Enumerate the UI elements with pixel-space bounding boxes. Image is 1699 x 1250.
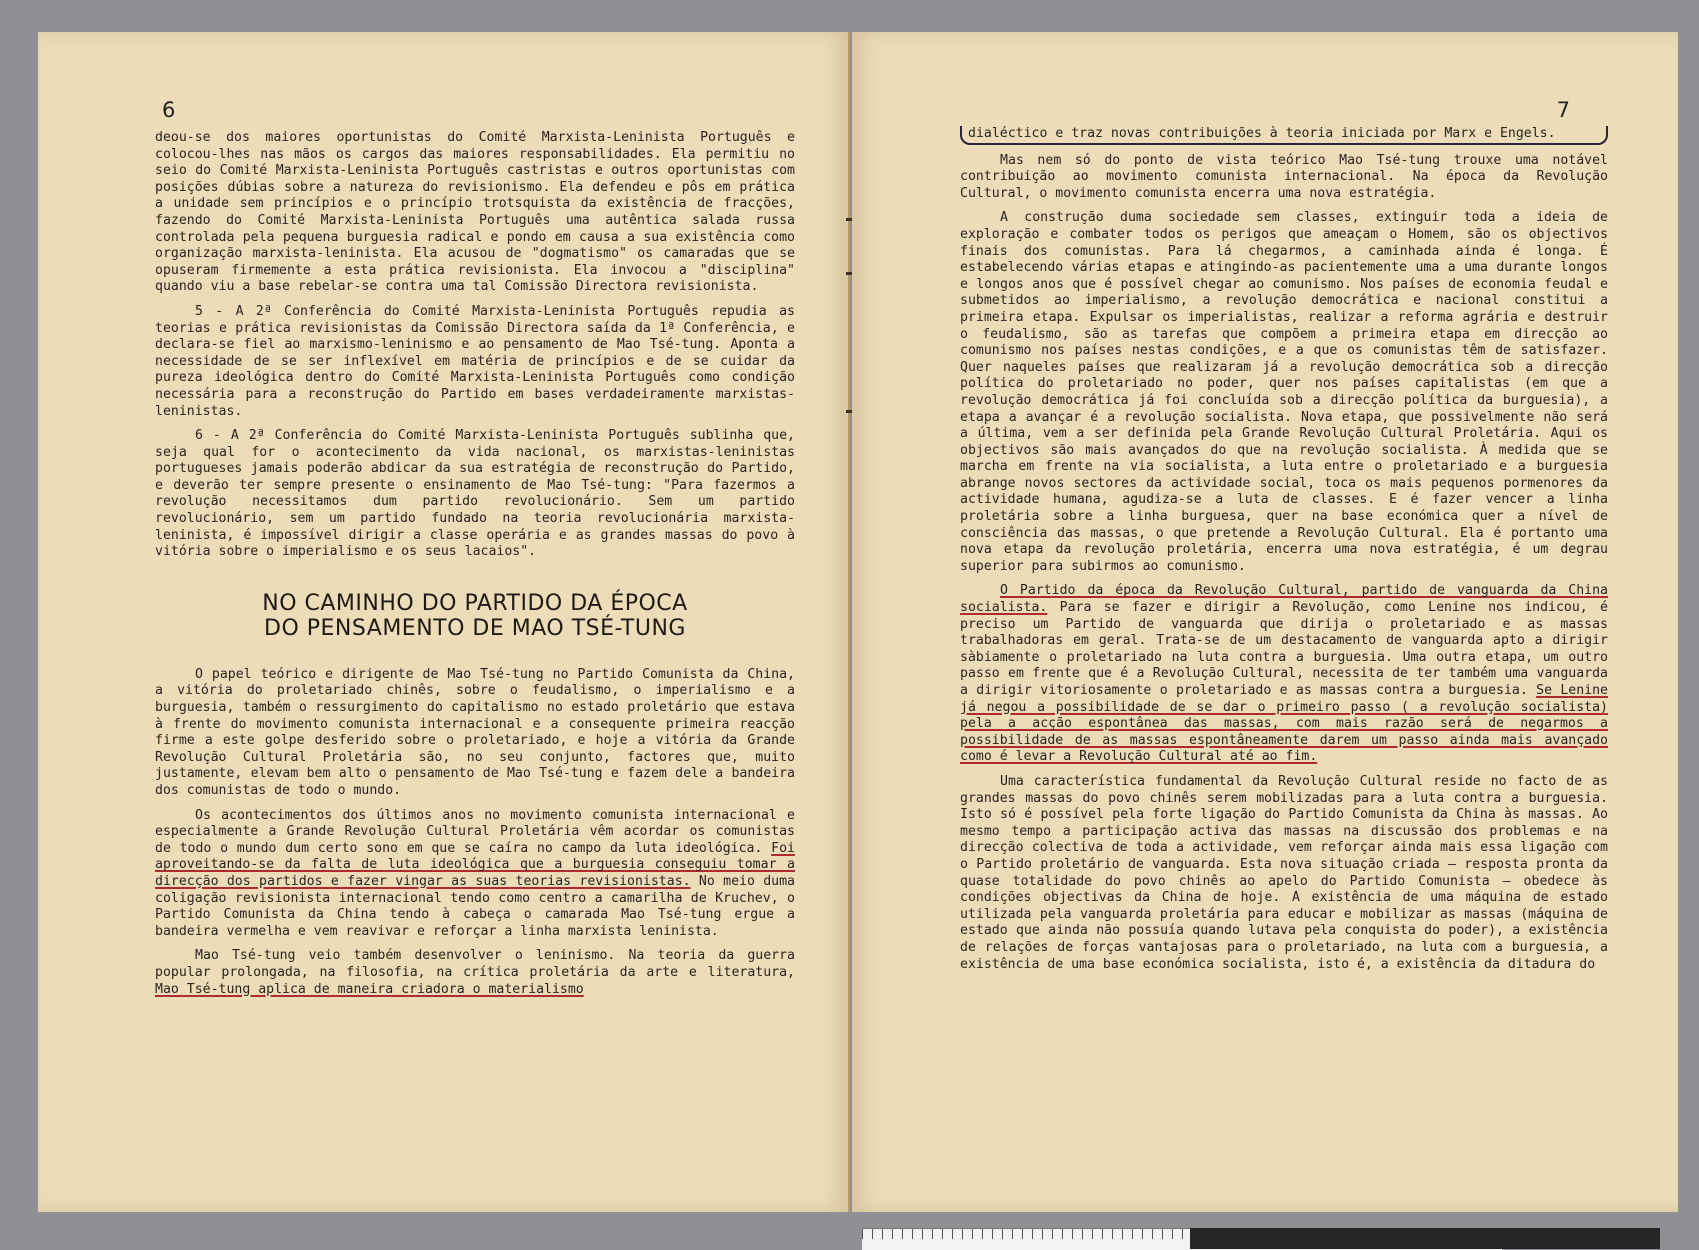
text-span: No meio duma coligação revisionista internacional tendo como centro a camarilha de Kruchev, o Partido Comunista da China tendo à cabeça o camarada Mao Tsé-tung ergue a bandeira vermelha e vem reavivar e reforçar a linha marxista leninista. [155, 873, 795, 939]
paragraph: 5 - A 2ª Conferência do Comité Marxista-Leninista Português repudia as teorias e prática revisionistas da Comissão Directora saída da 1ª Conferência, e declara-se fiel ao marxismo-leninismo e ao pensamento de Mao Tsé-tung. Aponta a necessidade de se ser inflexível em matéria de princípios e de se cuidar da pureza ideológica dentro do Comité Marxista-Leninista Português como condição necessária para a reconstrução do Partido em bases verdadeiramente marxistas-leninistas. [155, 303, 795, 419]
paragraph [155, 948, 795, 998]
scale-dark-segment [1190, 1228, 1660, 1249]
section-heading [155, 591, 795, 641]
underlined-passage: O Partido da época da Revolução Cultural, partido de vanguarda da China socialista. [960, 583, 1608, 616]
paragraph: A construção duma sociedade sem classes, extinguir toda a ideia de exploração e combater todos os perigos que ameaçam o Homem, são os objectivos finais dos comunistas. Para lá chegarmos, a caminhada ainda é longa. É estabelecendo várias etapas e atingindo-as pacientemente uma a uma durante longos e longos anos que é possível chegar ao comunismo. Nos países de economia feudal e submetidos ao imperialismo, a revolução democrática e nacional constitui a primeira etapa. Expulsar os imperialistas, realizar a reforma agrária e destruir o feudalismo, são as tarefas que compõem a primeira etapa em direcção ao comunismo nos países nestas condições, e a que os comunistas têm de satisfazer. Quer naqueles países que realizaram já a revolução democrática sob a direcção política do proletariado no poder, quer nos países capitalistas (em que a revolução democrática já foi concluída sob a direcção política da burguesia), a etapa a avançar é a revolução socialista. Nova etapa, que possivelmente não será a última, vem a ser definida pela Grande Revolução Cultural Proletária. Aqui os objectivos são mais avançados do que na revolução socialista. À medida que se marcha em frente na via socialista, a luta entre o proletariado e a burguesia abrange novos sectores da actividade social, toca os mais pequenos pormenores da actividade humana, agudiza-se a luta de classes. E é fazer vencer a linha proletária sobre a linha burguesa, quer na base económica quer a nível de consciência das massas, o que pretende a Revolução Cultural. Ela é portanto uma nova etapa da revolução proletária, encerra uma nova estratégia, é um degrau superior para subirmos ao comunismo. [960, 210, 1608, 574]
paragraph [960, 583, 1608, 766]
underlined-passage: Mao Tsé-tung aplica de maneira criadora o materialismo [155, 981, 584, 997]
open-booklet [38, 32, 1678, 1212]
page-number-right: 7 [1556, 98, 1570, 122]
left-page [38, 32, 850, 1212]
bracketed-passage: dialéctico e traz novas contribuições à teoria iniciada por Marx e Engels. [960, 126, 1608, 145]
paragraph: Uma característica fundamental da Revolução Cultural reside no facto de as grandes massas do povo chinês serem mobilizadas para a luta contra a burguesia. Isto só é possível pela forte ligação do Partido Comunista da China às massas. Ao mesmo tempo a participação activa das massas na discussão dos problemas e na direcção colectiva de toda a actividade, vem reforçar ainda mais essa ligação com o Partido proletário de vanguarda. Esta nova situação criada — resposta pronta da quase totalidade do povo chinês ao apelo do Partido Comunista — obedece às condições objectivas da China de hoje. A existência de uma máquina de estado utilizada pela vanguarda proletária para educar e mobilizar as massas (máquina de estado que ainda não possuía quando lutava pela conquista do poder), a existência de relações de forças vantajosas para o proletariado, na luta com a burguesia, a existência de uma base económica socialista, isto é, a existência da ditadura do [960, 773, 1608, 972]
right-page [852, 32, 1678, 1212]
underlined-passage: Se Lenine já negou a possibilidade de se dar o primeiro passo ( a revolução socialista) pela a acção espontânea das massas, com mais razão será de negarmos a possibilidade de as massas espontâneamente darem um passo ainda mais avançado como é levar a Revolução Cultural até ao fim. [960, 683, 1608, 765]
text-span: Para se fazer e dirigir a Revolução, como Lenine nos indicou, é preciso um Partido de vanguarda que dirija o proletariado e as massas trabalhadoras em geral. Trata-se de um destacamento de vanguarda apto a dirigir sàbiamente o proletariado na luta contra a burguesia. Uma outra etapa, um outro passo em frente que é a Revolução Cultural, necessita de ter também uma vanguarda a dirigir vitoriosamente o proletariado e as massas contra a burguesia. [960, 600, 1608, 698]
right-text-column [960, 126, 1608, 981]
paragraph [155, 808, 795, 941]
heading-line: DO PENSAMENTO DE MAO TSÉ-TUNG [264, 615, 686, 641]
left-text-column [155, 130, 795, 1006]
heading-line: NO CAMINHO DO PARTIDO DA ÉPOCA [262, 590, 688, 616]
paragraph: deou-se dos maiores oportunistas do Comité Marxista-Leninista Português e colocou-lhes nas mãos os cargos das maiores responsabilidades. Ela permitiu no seio do Comité Marxista-Leninista Português castristas e outros oportunistas com posições dúbias sobre a natureza do revisionismo. Ela defendeu e pôs em prática a unidade sem princípios e o princípio trotsquista da existência de fracções, fazendo do Comité Marxista-Leninista Português uma autêntica salada russa controlada pela pequena burguesia radical e pondo em causa a sua existência como organização marxista-leninista. Ela acusou de "dogmatismo" os camaradas que se opuseram firmemente a esta prática revisionista. Ela invocou a "disciplina" quando viu a base rebelar-se contra uma tal Comissão Directora revisionista. [155, 130, 795, 295]
paragraph: O papel teórico e dirigente de Mao Tsé-tung no Partido Comunista da China, a vitória do proletariado chinês, sobre o feudalismo, o imperialismo e a burguesia, também o ressurgimento do capitalismo no estado proletário que estava à frente do movimento comunista internacional e a consequente primeira reacção firme a este golpe desferido sobre o proletariado, e hoje a vitória da Grande Revolução Cultural Proletária são, no seu conjunto, factores que, muito justamente, elevam bem alto o pensamento de Mao Tsé-tung e fazem dele a bandeira dos comunistas de todo o mundo. [155, 666, 795, 798]
page-number-left: 6 [162, 98, 176, 122]
paragraph: 6 - A 2ª Conferência do Comité Marxista-Leninista Português sublinha que, seja qual for o acontecimento da vida nacional, os marxistas-leninistas portugueses jamais poderão abdicar da sua estratégia de reconstrução do Partido, e deverão ter sempre presente o ensinamento de Mao Tsé-tung: "Para fazermos a revolução necessitamos dum partido revolucionário. Sem um partido revolucionário, sem um partido fundado na teoria revolucionária marxista-leninista, é impossível dirigir a classe operária e as grandes massas do povo à vitória sobre o imperialismo e os seus lacaios". [155, 428, 795, 560]
text-span: Os acontecimentos dos últimos anos no movimento comunista internacional e especialmente a Grande Revolução Cultural Proletária vêm acordar os comunistas de todo o mundo dum certo sono em que se caíra no campo da luta ideológica. [155, 807, 795, 856]
paragraph: Mas nem só do ponto de vista teórico Mao Tsé-tung trouxe uma notável contribuição ao movimento comunista internacional. Na época da Revolução Cultural, o movimento comunista encerra uma nova estratégia. [960, 152, 1608, 201]
text-span: Mao Tsé-tung veio também desenvolver o leninismo. Na teoria da guerra popular prolongada, na filosofia, na crítica proletária da arte e literatura, [155, 948, 795, 980]
underlined-passage: Foi aproveitando-se da falta de luta ideológica que a burguesia conseguiu tomar a direcção dos partidos e fazer vingar as suas teorias revisionistas. [155, 840, 795, 889]
